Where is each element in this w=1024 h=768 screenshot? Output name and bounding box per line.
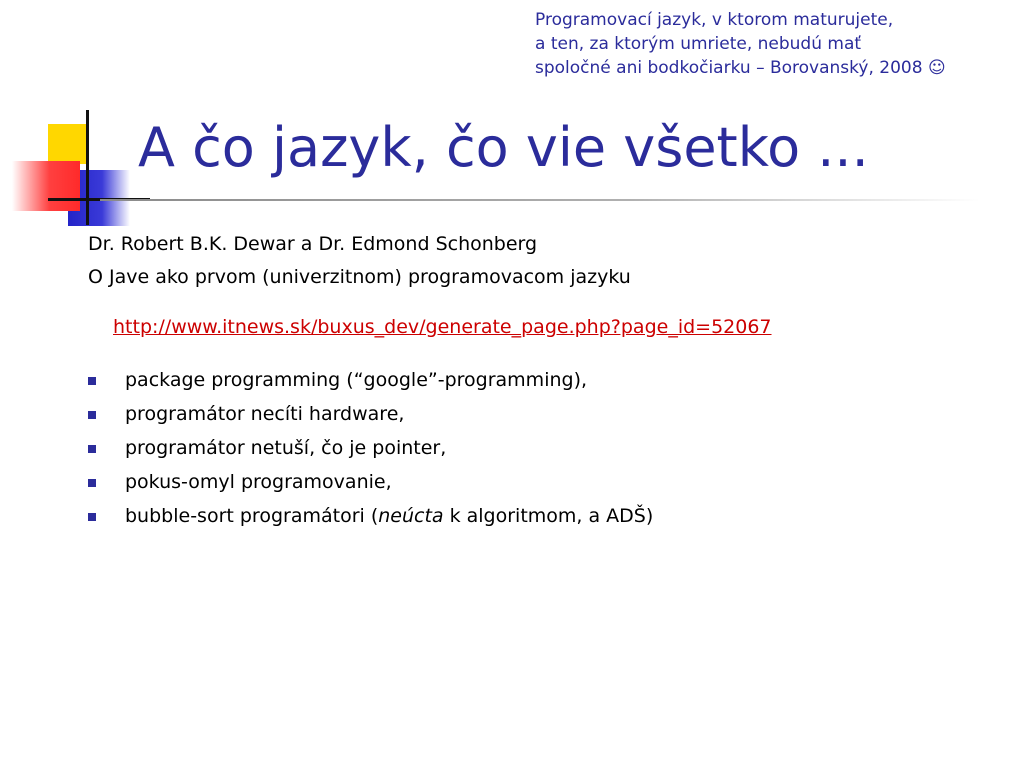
slide-title: A čo jazyk, čo vie všetko ... [138, 116, 869, 179]
list-item-text-pre: bubble-sort programátori ( [125, 505, 379, 527]
quote-line-2: a ten, za ktorým umriete, nebudú mať [535, 34, 862, 54]
list-item-text: programátor netuší, čo je pointer, [125, 437, 447, 459]
authors-text: Dr. Robert B.K. Dewar a Dr. Edmond Schonberg [88, 233, 538, 255]
list-item-text: package programming (“google”-programming), [125, 369, 588, 391]
vertical-line [86, 110, 89, 225]
list-item [88, 400, 653, 434]
list-item-text: programátor necíti hardware, [125, 403, 405, 425]
title-divider [100, 199, 980, 201]
decorative-squares [0, 100, 150, 230]
list-item [88, 468, 653, 502]
quote-line-1: Programovací jazyk, v ktorom maturujete, [535, 10, 894, 30]
square-bullet-icon [88, 377, 96, 385]
list-item [88, 366, 653, 400]
square-bullet-icon [88, 479, 96, 487]
red-square [12, 161, 80, 211]
quote-line-3: spoločné ani bodkočiarku – Borovanský, 2008 ☺ [535, 58, 946, 78]
list-item-text-post: k algoritmom, a ADŠ) [443, 505, 654, 527]
square-bullet-icon [88, 513, 96, 521]
list-item [88, 502, 653, 536]
bullet-list [88, 366, 653, 536]
list-item-text: pokus-omyl programovanie, [125, 471, 392, 493]
article-link[interactable]: http://www.itnews.sk/buxus_dev/generate_page.php?page_id=52067 [113, 316, 772, 338]
square-bullet-icon [88, 445, 96, 453]
list-item-text-italic: neúcta [378, 505, 444, 527]
list-item [88, 434, 653, 468]
yellow-square [48, 124, 88, 164]
square-bullet-icon [88, 411, 96, 419]
subject-text: O Jave ako prvom (univerzitnom) programovacom jazyku [88, 266, 631, 288]
quote-block [535, 8, 1021, 80]
